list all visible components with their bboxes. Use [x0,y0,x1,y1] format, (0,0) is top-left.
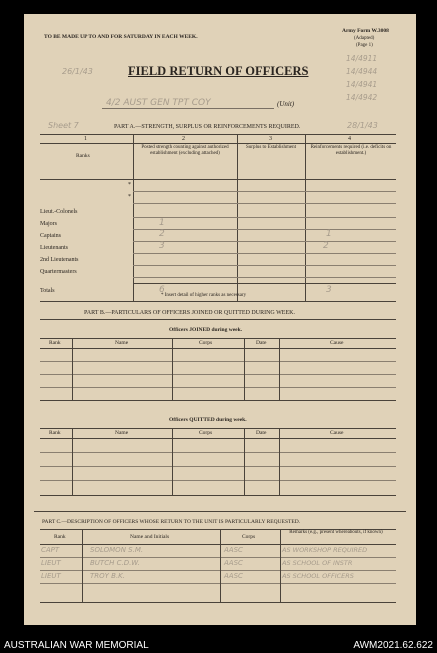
higher-ranks-note: * Insert detail of higher ranks as necessary [161,293,247,298]
reinf-value: 1 [326,229,332,239]
joined-row-rule [40,387,396,388]
part-c-head-rule [40,544,396,545]
quitted-col-divider [244,428,245,495]
quitted-col-divider [72,428,73,495]
archive-footer [0,637,437,653]
form-adapted: (Adapted) [354,36,375,41]
row-rule [133,217,396,218]
handwritten-wef: 28/1/43 [347,121,378,130]
handwritten-number: 14/4941 [346,80,378,89]
joined-row-rule [40,374,396,375]
quitted-col-divider [172,428,173,495]
part-c-remarks-cell: AS SCHOOL OF INSTR [282,559,353,567]
part-c-corps-cell: AASC [224,546,243,554]
col-number: 1 [84,136,87,142]
reinf-value: 2 [323,241,329,251]
part-c-top-rule [34,511,406,512]
quitted-head-rule [40,438,396,439]
row-rule [133,203,396,204]
row-rule [133,229,396,230]
quitted-col-name: Name [115,430,129,436]
handwritten-number: 14/4942 [346,93,378,102]
joined-title: Officers JOINED during week. [169,327,243,333]
quitted-col-rank: Rank [49,430,61,436]
quitted-row-rule [40,480,396,481]
part-b-top-rule [40,319,396,320]
part-c-col-divider [280,529,281,602]
rank-label: Lieutenants [40,245,68,251]
part-c-col-remarks: Remarks (e.g., present whereabouts, if known) [289,530,383,535]
row-rule [133,253,396,254]
part-c-title: PART C.—DESCRIPTION OF OFFICERS WHOSE RETURN TO THE UNIT IS PARTICULARLY REQUESTED. [42,519,301,525]
part-c-remarks-cell: AS WORKSHOP REQUIRED [282,546,368,554]
joined-table-bottom [40,400,396,401]
part-c-col-divider [82,529,83,602]
footer-accession: AWM2021.62.622 [353,640,433,651]
joined-col-date: Date [256,340,267,346]
quitted-col-cause: Cause [330,430,344,436]
form-page-no: (Page 1) [356,43,373,48]
quitted-table-bottom [40,495,396,496]
joined-col-divider [244,338,245,400]
part-c-row-rule [40,557,396,558]
joined-col-rank: Rank [49,340,61,346]
joined-col-divider [172,338,173,400]
posted-value: 2 [159,229,165,239]
row-rule [133,265,396,266]
col-head-posted: Posted strength counting against authorized establishment (excluding attached) [141,145,229,156]
part-b-title: PART B.—PARTICULARS OF OFFICERS JOINED OR QUITTED DURING WEEK. [84,310,295,316]
col-number: 3 [269,136,272,142]
part-c-name-cell: SOLOMON S.M. [90,546,144,554]
part-c-table-bottom [40,602,396,603]
quitted-col-corps: Corps [199,430,213,436]
row-rule [133,191,396,192]
handwritten-number: 14/4911 [346,54,378,63]
rank-label: Lieut.-Colonels [40,209,78,215]
part-c-col-divider [220,529,221,602]
posted-value: 3 [159,241,165,251]
footer-source: AUSTRALIAN WAR MEMORIAL [4,640,149,651]
quitted-col-date: Date [256,430,267,436]
rank-label: Majors [40,221,57,227]
part-c-row-rule [40,583,396,584]
part-a-num-rule [40,143,396,144]
part-c-corps-cell: AASC [224,572,243,580]
form-instructions: TO BE MADE UP TO AND FOR SATURDAY IN EACH WEEK. [44,34,198,40]
joined-row-rule [40,361,396,362]
col-number: 4 [348,136,351,142]
joined-col-cause: Cause [330,340,344,346]
rank-label: Captains [40,233,61,239]
quitted-table-top [40,428,396,429]
part-c-name-cell: BUTCH C.D.W. [90,559,140,567]
col-head-ranks: Ranks [76,153,90,159]
joined-col-corps: Corps [199,340,213,346]
quitted-row-rule [40,466,396,467]
row-rule [133,277,396,278]
col-head-reinforcements: Reinforcements required (i.e. deficits on establishment.) [310,145,392,156]
handwritten-sheet: Sheet 7 [48,121,79,130]
part-c-col-name: Name and Initials [130,534,170,540]
part-c-remarks-cell: AS SCHOOL OFFICERS [282,572,354,580]
part-a-head-rule [40,179,396,180]
joined-head-rule [40,348,396,349]
part-a-top-rule [40,134,396,135]
handwritten-number: 14/4944 [346,67,378,76]
unit-line [102,108,274,109]
total-reinf-value: 3 [326,285,332,295]
part-a-title: PART A.—STRENGTH, SURPLUS OR REINFORCEMENTS REQUIRED. [114,124,301,130]
form-page [24,14,416,625]
unit-label: (Unit) [277,100,295,108]
part-c-rank-cell: LIEUT [41,559,61,567]
total-posted-value: 6 [159,285,165,295]
insert-marker: * [128,194,131,200]
col-head-surplus: Surplus to Establishment [246,145,296,150]
part-c-col-corps: Corps [242,534,256,540]
part-c-corps-cell: AASC [224,559,243,567]
quitted-title: Officers QUITTED during week. [169,417,247,423]
quitted-row-rule [40,452,396,453]
joined-table-top [40,338,396,339]
part-c-rank-cell: CAPT [41,546,60,554]
handwritten-unit: 4/2 AUST GEN TPT COY [106,98,211,108]
handwritten-date: 26/1/43 [62,67,93,76]
part-a-bottom-rule [40,301,396,302]
rank-label: Quartermasters [40,269,77,275]
row-rule [133,241,396,242]
quitted-col-divider [279,428,280,495]
part-c-col-rank: Rank [54,534,66,540]
part-c-rank-cell: LIEUT [41,572,61,580]
rank-label: 2nd Lieutenants [40,257,79,263]
totals-label: Totals [40,288,55,294]
totals-rule [133,283,396,284]
form-number: Army Form W.3008 [342,28,389,34]
joined-col-divider [279,338,280,400]
joined-col-divider [72,338,73,400]
joined-col-name: Name [115,340,129,346]
col-number: 2 [182,136,185,142]
part-c-name-cell: TROY B.K. [90,572,125,580]
part-c-row-rule [40,570,396,571]
insert-marker: * [128,182,131,188]
posted-value: 1 [159,218,165,228]
page-title: FIELD RETURN OF OFFICERS [128,64,309,78]
